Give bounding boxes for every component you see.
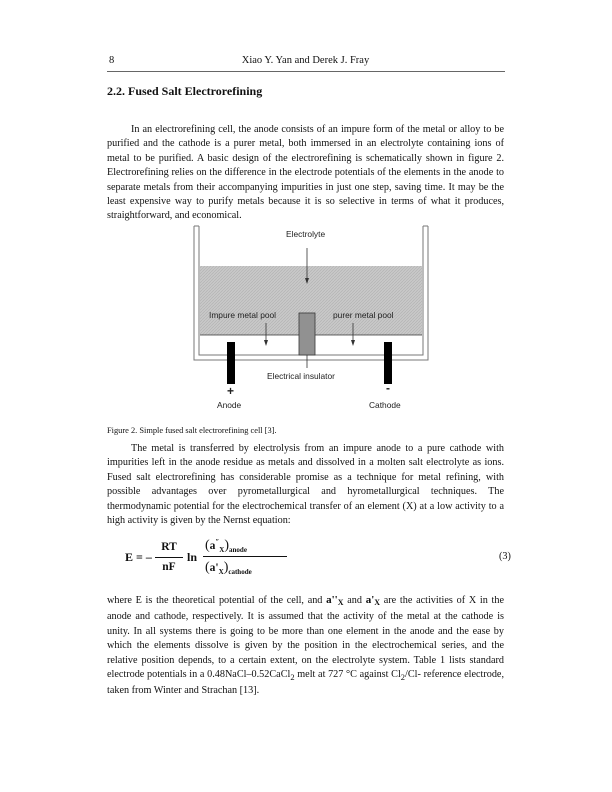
label-electrolyte: Electrolyte — [286, 229, 326, 239]
section-heading: 2.2. Fused Salt Electrorefining — [107, 84, 263, 98]
fraction-numerator: RT — [161, 541, 177, 553]
nernst-equation — [125, 538, 511, 580]
fraction-denominator: nF — [162, 561, 176, 573]
fraction-activities — [203, 538, 287, 576]
paragraph-electrolysis — [107, 442, 504, 528]
paragraph-text: The metal is transferred by electrolysis from an impure anode to a pure cathode with impurities left in the anode residue as metals and dissolved in a molten salt electrolyte as ions. Fused salt electrorefining has considerable promise as a technique for metal refining, with possible advantages over pyrometallurgical and hyrometallurgical techniques. The thermodynamic potential for the electrochemical transfer of an element (X) at a low activity to a high activity is given by the Nernst equation: — [107, 443, 504, 527]
electrical-insulator-block — [299, 313, 315, 355]
figure-electrorefining-cell — [190, 218, 430, 418]
equation-number: (3) — [499, 551, 511, 562]
equation-lhs: E = – — [125, 550, 152, 564]
label-anode: Anode — [217, 400, 242, 410]
fraction-bar — [155, 557, 183, 558]
figure-caption: Figure 2. Simple fused salt electrorefining cell [3]. — [107, 426, 277, 435]
paragraph-text: In an electrorefining cell, the anode consists of an impure form of the metal or alloy to be purified and the cathode is a purer metal, both immersed in an electrolyte containing ions of metal to be purified. A basic design of the electrorefining is schematically shown in figure 2. Electrorefining relies on the difference in the electrode potentials of the elements in the anode to separate metals from their accompanying impurities in just one step, saving time. It may be the least expensive way to purify metals because it is so selective in terms of what it produces, straightforward, and economical. — [107, 124, 504, 222]
minus-sign-icon: - — [386, 381, 390, 395]
running-header-authors: Xiao Y. Yan and Derek J. Fray — [241, 55, 370, 66]
activity-anode-symbol: a''X — [326, 594, 344, 607]
fraction-rt-nf — [155, 541, 183, 573]
label-cathode: Cathode — [369, 400, 401, 410]
header-rule — [107, 71, 505, 72]
running-header — [107, 55, 504, 71]
natural-log: ln — [187, 550, 198, 564]
label-impure-metal-pool: Impure metal pool — [209, 310, 277, 320]
paragraph-intro — [107, 123, 504, 224]
fraction-bar — [203, 556, 287, 557]
plus-sign-icon: + — [227, 384, 235, 398]
activity-anode: $(a''_X)_{anode}$ — [205, 538, 247, 554]
activity-cathode: $(a'_X)_{cathode}$ — [205, 560, 252, 576]
cathode-electrode — [384, 342, 392, 384]
page-number: 8 — [109, 55, 115, 66]
label-electrical-insulator: Electrical insulator — [267, 371, 335, 381]
anode-electrode — [227, 342, 235, 384]
label-purer-metal-pool: purer metal pool — [333, 310, 394, 320]
activity-cathode-symbol: a'X — [365, 594, 381, 607]
paragraph-activities: where E is the theoretical potential of the cell, and a''X and a'X are the activities of X in the anode and cathode, respectively. It is assumed that the activity of the metal at the cathode is unity. In all systems there is going to be more than one element in the anode and the ease by which the elements dissolve is given by the position in the electrochemical series, and the relative position depends, to a certain extent, on the electrolyte system. Table 1 lists standard electrode potentials in a 0.48NaCl–0.52CaCl$_2$ melt at 727 °C against $Cl_2/Cl-$ reference electrode, taken from Winter and Strachan [13]. — [107, 594, 505, 697]
